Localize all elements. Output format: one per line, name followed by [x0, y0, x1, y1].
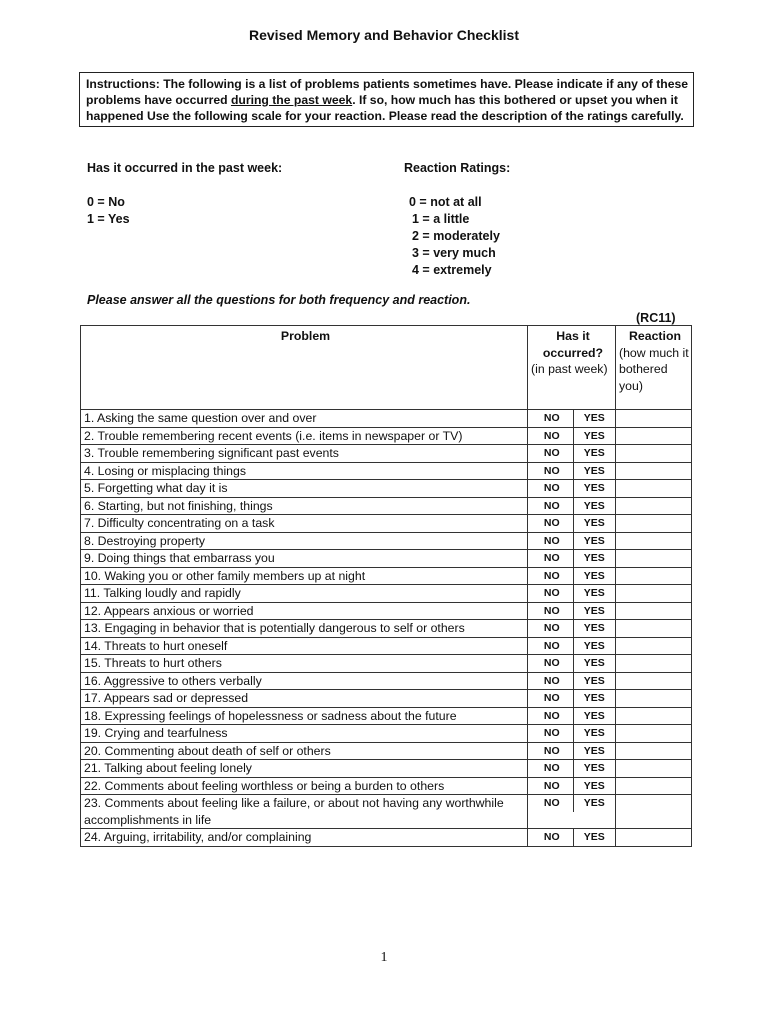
no-option[interactable]: NO — [531, 498, 574, 515]
table-row — [81, 480, 692, 498]
no-option[interactable]: NO — [531, 428, 574, 445]
occurred-cell — [528, 480, 616, 498]
occurred-cell — [528, 497, 616, 515]
no-option[interactable]: NO — [531, 480, 574, 497]
occurred-cell — [528, 760, 616, 778]
problem-text: 8. Destroying property — [81, 532, 528, 550]
problem-text: 22. Comments about feeling worthless or being a burden to others — [81, 777, 528, 795]
instructions-underlined: during the past week — [230, 93, 353, 107]
problem-text: 17. Appears sad or depressed — [81, 690, 528, 708]
table-row — [81, 690, 692, 708]
form-code: (RC11) — [636, 311, 676, 325]
reaction-cell[interactable] — [616, 760, 692, 778]
no-option[interactable]: NO — [531, 585, 574, 602]
table-row — [81, 795, 692, 829]
reaction-cell[interactable] — [616, 672, 692, 690]
reaction-cell[interactable] — [616, 445, 692, 463]
yes-option[interactable]: YES — [583, 412, 605, 424]
yes-option[interactable]: YES — [583, 692, 605, 704]
table-row — [81, 725, 692, 743]
no-option[interactable]: NO — [531, 533, 574, 550]
reaction-cell[interactable] — [616, 602, 692, 620]
occurred-header-sub: (in past week) — [531, 362, 608, 376]
reaction-header-sub: (how much it bothered you) — [619, 345, 689, 393]
reaction-cell[interactable] — [616, 637, 692, 655]
yes-option[interactable]: YES — [583, 622, 605, 634]
no-option[interactable]: NO — [531, 760, 574, 777]
table-row — [81, 672, 692, 690]
problem-text: 21. Talking about feeling lonely — [81, 760, 528, 778]
no-option[interactable]: NO — [531, 708, 574, 725]
reaction-cell[interactable] — [616, 480, 692, 498]
occurred-cell — [528, 690, 616, 708]
no-option[interactable]: NO — [531, 743, 574, 760]
table-row — [81, 445, 692, 463]
reaction-cell[interactable] — [616, 567, 692, 585]
occurred-cell — [528, 445, 616, 463]
table-row — [81, 707, 692, 725]
table-row — [81, 515, 692, 533]
instructions-text-end: . If so, how much has this bothered or upset you when it happened Use the following scale for your reaction. Please read the description of the ratings carefully. — [86, 93, 684, 123]
occurrence-scale — [87, 194, 130, 228]
reaction-header-title: Reaction — [629, 329, 681, 343]
occurred-cell — [528, 515, 616, 533]
reaction-cell[interactable] — [616, 550, 692, 568]
occurred-cell — [528, 550, 616, 568]
reaction-cell[interactable] — [616, 462, 692, 480]
occurred-cell — [528, 725, 616, 743]
table-row — [81, 410, 692, 428]
please-answer-note: Please answer all the questions for both frequency and reaction. — [87, 293, 471, 307]
no-option[interactable]: NO — [531, 795, 574, 812]
reaction-cell[interactable] — [616, 777, 692, 795]
occurred-cell — [528, 410, 616, 428]
table-row — [81, 829, 692, 847]
yes-option[interactable]: YES — [583, 657, 605, 669]
yes-option[interactable]: YES — [583, 779, 605, 792]
no-option[interactable]: NO — [531, 725, 574, 742]
no-option[interactable]: NO — [531, 410, 574, 427]
yes-option[interactable]: YES — [583, 639, 605, 652]
reaction-cell[interactable] — [616, 585, 692, 603]
occurred-cell — [528, 567, 616, 585]
yes-option[interactable]: YES — [583, 552, 605, 564]
occurrence-scale-item: 1 = Yes — [87, 212, 130, 226]
reaction-cell[interactable] — [616, 795, 692, 829]
table-row — [81, 427, 692, 445]
no-option[interactable]: NO — [531, 463, 574, 480]
yes-option[interactable]: YES — [583, 797, 605, 809]
problem-text: 3. Trouble remembering significant past events — [81, 445, 528, 463]
yes-option[interactable]: YES — [583, 587, 605, 599]
reaction-scale — [409, 194, 500, 279]
problem-text: 14. Threats to hurt oneself — [81, 637, 528, 655]
no-option[interactable]: NO — [531, 829, 574, 846]
checklist-body — [81, 410, 692, 847]
reaction-scale-item: 2 = moderately — [412, 229, 500, 243]
no-option[interactable]: NO — [531, 620, 574, 637]
table-row — [81, 760, 692, 778]
yes-option[interactable]: YES — [583, 744, 605, 757]
occurred-cell — [528, 427, 616, 445]
table-row — [81, 497, 692, 515]
reaction-cell[interactable] — [616, 532, 692, 550]
yes-option[interactable]: YES — [583, 709, 605, 722]
reaction-cell[interactable] — [616, 497, 692, 515]
yes-option[interactable]: YES — [583, 831, 605, 843]
yes-option[interactable]: YES — [583, 429, 605, 442]
problem-text: 4. Losing or misplacing things — [81, 462, 528, 480]
no-option[interactable]: NO — [531, 603, 574, 620]
table-row — [81, 532, 692, 550]
problem-text: 7. Difficulty concentrating on a task — [81, 515, 528, 533]
problem-text: 19. Crying and tearfulness — [81, 725, 528, 743]
occurred-cell — [528, 462, 616, 480]
problem-text: 1. Asking the same question over and over — [81, 410, 528, 428]
reaction-scale-item: 4 = extremely — [412, 263, 492, 277]
no-option[interactable]: NO — [531, 515, 574, 532]
reaction-cell[interactable] — [616, 725, 692, 743]
reaction-cell[interactable] — [616, 690, 692, 708]
document-title: Revised Memory and Behavior Checklist — [249, 27, 519, 43]
occurred-cell — [528, 602, 616, 620]
yes-option[interactable]: YES — [583, 569, 605, 582]
occurred-cell — [528, 620, 616, 638]
no-option[interactable]: NO — [531, 690, 574, 707]
reaction-cell[interactable] — [616, 742, 692, 760]
occurred-cell — [528, 585, 616, 603]
occurred-cell — [528, 672, 616, 690]
occurred-cell — [528, 777, 616, 795]
yes-option[interactable]: YES — [583, 674, 605, 687]
yes-option[interactable]: YES — [583, 499, 605, 512]
occurred-cell — [528, 532, 616, 550]
problem-column-header: Problem — [81, 326, 528, 410]
occurred-column-header — [528, 326, 616, 410]
problem-text: 10. Waking you or other family members up at night — [81, 567, 528, 585]
reaction-cell[interactable] — [616, 427, 692, 445]
instructions-box — [79, 72, 694, 127]
problem-text: 23. Comments about feeling like a failure, or about not having any worthwhile accomplishments in life — [81, 795, 528, 829]
yes-option[interactable]: YES — [583, 482, 605, 494]
yes-option[interactable]: YES — [583, 464, 605, 477]
no-option[interactable]: NO — [531, 445, 574, 462]
yes-option[interactable]: YES — [583, 604, 605, 617]
table-row — [81, 620, 692, 638]
occurred-cell — [528, 707, 616, 725]
table-row — [81, 567, 692, 585]
checklist-header-row — [81, 326, 692, 410]
problem-text: 6. Starting, but not finishing, things — [81, 497, 528, 515]
reaction-heading: Reaction Ratings: — [404, 161, 511, 175]
problem-text: 11. Talking loudly and rapidly — [81, 585, 528, 603]
table-row — [81, 777, 692, 795]
no-option[interactable]: NO — [531, 638, 574, 655]
reaction-scale-item: 0 = not at all — [409, 195, 482, 209]
no-option[interactable]: NO — [531, 778, 574, 795]
page-number: 1 — [380, 950, 388, 965]
reaction-scale-item: 1 = a little — [412, 212, 470, 226]
problem-text: 5. Forgetting what day it is — [81, 480, 528, 498]
reaction-scale-item: 3 = very much — [412, 246, 496, 260]
problem-text: 18. Expressing feelings of hopelessness or sadness about the future — [81, 707, 528, 725]
reaction-cell[interactable] — [616, 829, 692, 847]
table-row — [81, 602, 692, 620]
problem-text: 13. Engaging in behavior that is potentially dangerous to self or others — [81, 620, 528, 638]
table-row — [81, 462, 692, 480]
problem-text: 20. Commenting about death of self or others — [81, 742, 528, 760]
reaction-cell[interactable] — [616, 620, 692, 638]
problem-text: 24. Arguing, irritability, and/or complaining — [81, 829, 528, 847]
occurred-cell — [528, 637, 616, 655]
reaction-cell[interactable] — [616, 410, 692, 428]
no-option[interactable]: NO — [531, 673, 574, 690]
yes-option[interactable]: YES — [583, 534, 605, 547]
occurred-cell — [528, 655, 616, 673]
yes-option[interactable]: YES — [583, 727, 605, 739]
table-row — [81, 550, 692, 568]
occurred-header-title: Has it occurred? — [542, 329, 604, 360]
yes-option[interactable]: YES — [583, 447, 605, 459]
reaction-column-header — [616, 326, 692, 410]
problem-text: 16. Aggressive to others verbally — [81, 672, 528, 690]
occurred-cell — [528, 795, 616, 829]
instructions-text-start: Instructions: The following is a list of problems patients sometimes have. Please indicate if any of these problems have occurred — [86, 77, 689, 107]
problem-text: 15. Threats to hurt others — [81, 655, 528, 673]
reaction-cell[interactable] — [616, 707, 692, 725]
reaction-cell[interactable] — [616, 655, 692, 673]
occurred-cell — [528, 742, 616, 760]
problem-text: 12. Appears anxious or worried — [81, 602, 528, 620]
problem-text: 2. Trouble remembering recent events (i.e. items in newspaper or TV) — [81, 427, 528, 445]
no-option[interactable]: NO — [531, 568, 574, 585]
table-row — [81, 585, 692, 603]
problem-text: 9. Doing things that embarrass you — [81, 550, 528, 568]
table-row — [81, 637, 692, 655]
no-option[interactable]: NO — [531, 655, 574, 672]
table-row — [81, 742, 692, 760]
occurrence-heading: Has it occurred in the past week: — [87, 161, 283, 175]
occurrence-scale-item: 0 = No — [87, 195, 125, 209]
occurred-cell — [528, 829, 616, 847]
no-option[interactable]: NO — [531, 550, 574, 567]
yes-option[interactable]: YES — [583, 517, 605, 529]
reaction-cell[interactable] — [616, 515, 692, 533]
yes-option[interactable]: YES — [583, 762, 605, 774]
table-row — [81, 655, 692, 673]
checklist-table — [80, 325, 692, 847]
